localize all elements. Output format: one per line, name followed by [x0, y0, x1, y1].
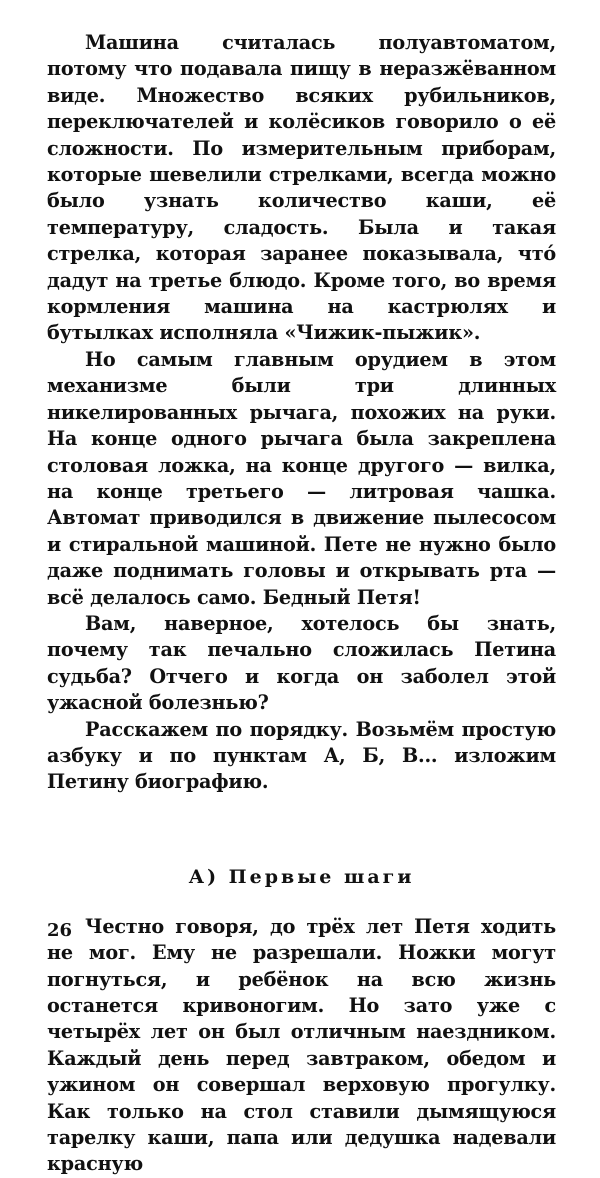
- section-heading: А) Первые шаги: [188, 865, 415, 888]
- paragraph-machine: Машина считалась полуавтоматом, потому что подавала пищу в неразжёванном виде. Множество всяких рубильников, переключателей и колёсиков говорило о её сложности. По измерительным приборам, которые шевелили стрелками, всегда можно было узнать количество каши, её температуру, сладость. Была и такая стрелка, которая заранее показывала, что́ дадут на третье блюдо. Кроме того, во время кормления машина на кастрюлях и бутылках исполняла «Чижик-пыжик».: [47, 31, 556, 345]
- page-number: 26: [47, 920, 73, 941]
- paragraph-order: Расскажем по порядку. Возьмём простую азбуку и по пунктам А, Б, В... изложим Петину биографию.: [47, 717, 556, 794]
- paragraph-levers: Но самым главным орудием в этом механизме были три длинных никелированных рычага, похожих на руки. На конце одного рычага была закреплена столовая ложка, на конце другого — вилка, на конце третьего — литровая чашка. Автомат приводился в движение пылесосом и стиральной машиной. Пете не нужно было даже поднимать головы и открывать рта — всё делалось само. Бедный Петя!: [47, 347, 556, 609]
- paragraph-question: Вам, наверное, хотелось бы знать, почему так печально сложилась Петина судьба? Отчего и когда он заболел этой ужасной болезнью?: [47, 611, 556, 715]
- paragraph-first-steps: Честно говоря, до трёх лет Петя ходить не мог. Ему не разрешали. Ножки могут погнуться, и ребёнок на всю жизнь останется кривоногим. Но зато уже с четырёх лет он был отличным наездником. Каждый день перед завтраком, обедом и ужином он совершал верховую прогулку. Как только на стол ставили дымящуюся тарелку каши, папа или дедушка надевали красную: [47, 914, 556, 1176]
